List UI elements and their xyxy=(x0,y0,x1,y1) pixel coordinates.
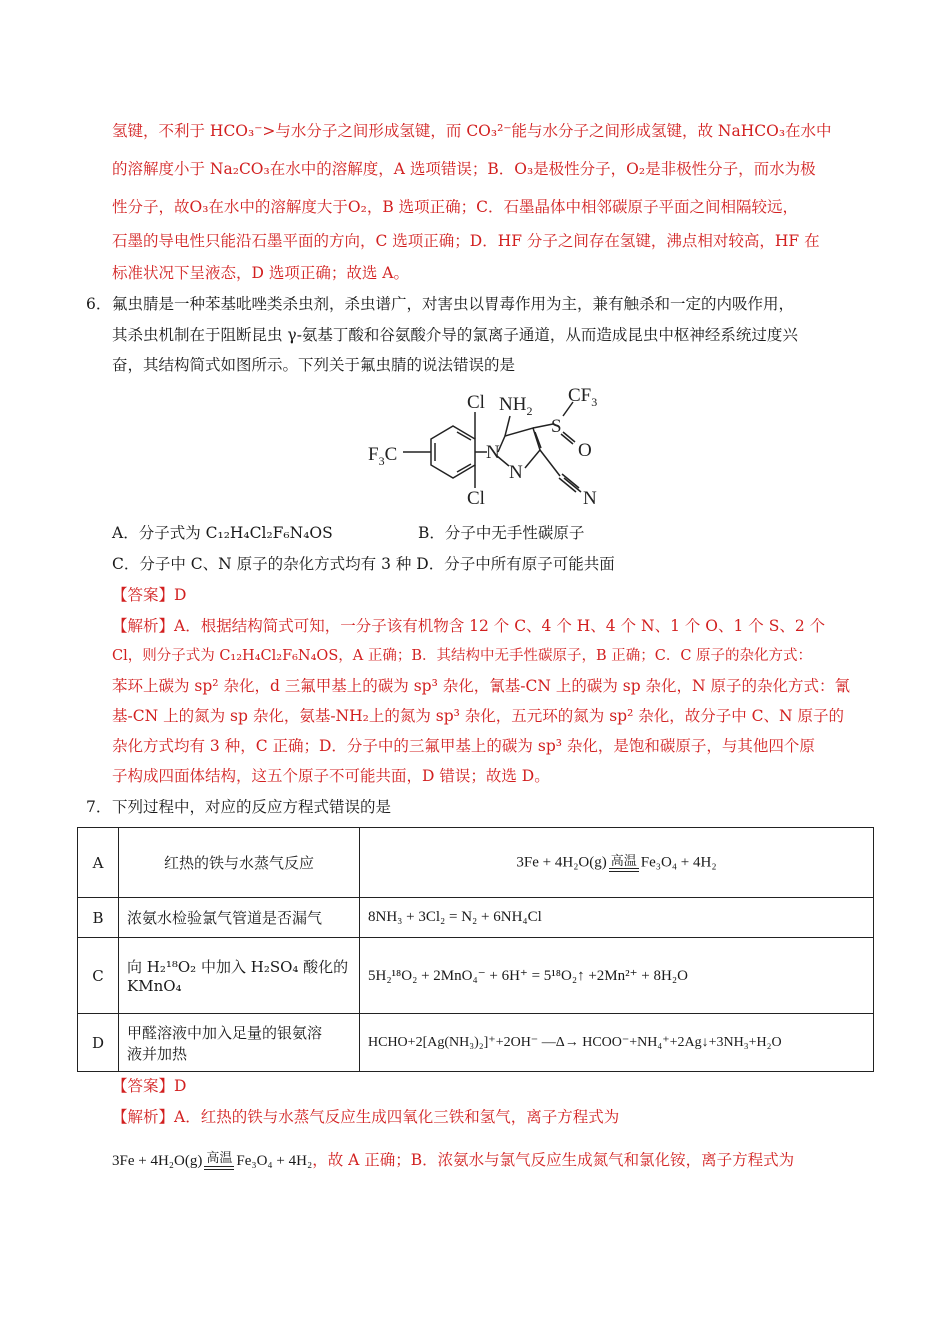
question-stem-line: 其杀虫机制在于阻断昆虫 γ-氨基丁酸和谷氨酸介导的氯离子通道，从而造成昆虫中枢神经系统过度兴 xyxy=(112,326,798,344)
svg-text:NH2: $NH_2$ xyxy=(499,394,533,418)
explanation-line: 【解析】A．根据结构简式可知，一分子该有机物含 12 个 C、4 个 H、4 个 N、1 个 O、1 个 S、2 个 xyxy=(112,617,826,635)
option-a: A．分子式为 C₁₂H₄Cl₂F₆N₄OS xyxy=(112,524,333,542)
question-stem-line: 氟虫腈是一种苯基吡唑类杀虫剂，杀虫谱广，对害虫以胃毒作用为主，兼有触杀和一定的内吸作用， xyxy=(112,295,795,313)
row-description: 向 H₂¹⁸O₂ 中加入 H₂SO₄ 酸化的 KMnO₄ xyxy=(119,938,360,1014)
explanation-line: 【解析】A．红热的铁与水蒸气反应生成四氧化三铁和氢气，离子方程式为 xyxy=(112,1108,620,1126)
answer: 【答案】D xyxy=(112,1077,187,1095)
row-description: 甲醛溶液中加入足量的银氨溶 液并加热 xyxy=(119,1014,360,1072)
explanation-line: 的溶解度小于 Na₂CO₃在水中的溶解度，A 选项错误；B．O₃是极性分子，O₂是非极性分子，而水为极 xyxy=(112,160,816,178)
options-table xyxy=(77,827,874,1072)
question-stem-line: 奋，其结构简式如图所示。下列关于氟虫腈的说法错误的是 xyxy=(112,356,516,374)
svg-text:O: O xyxy=(578,440,592,461)
explanation-line: 性分子，故O₃在水中的溶解度大于O₂，B 选项正确；C．石墨晶体中相邻碳原子平面之间相隔较远， xyxy=(112,198,799,216)
row-equation: 3Fe + 4H₂O(g) 高温 Fe₃O₄ + 4H₂ xyxy=(360,828,874,898)
row-description: 浓氨水检验氯气管道是否漏气 xyxy=(119,898,360,938)
svg-text:N: N xyxy=(486,442,500,463)
structural-formula xyxy=(365,388,615,513)
question-number: 7． xyxy=(86,798,112,816)
row-equation: 8NH₃ + 3Cl₂ = N₂ + 6NH₄Cl xyxy=(360,898,874,938)
svg-text:N: N xyxy=(583,488,597,509)
cl-label: Cl xyxy=(467,392,485,413)
explanation-line: Cl，则分子式为 C₁₂H₄Cl₂F₆N₄OS，A 正确；B．其结构中无手性碳原子，B 正确；C．C 原子的杂化方式： xyxy=(112,648,813,664)
svg-text:CF3: $CF_3$ xyxy=(568,388,598,409)
question-number: 6． xyxy=(86,295,112,313)
table-row xyxy=(78,1014,874,1072)
row-label: D xyxy=(78,1014,119,1072)
explanation-line: 石墨的导电性只能沿石墨平面的方向，C 选项正确；D．HF 分子之间存在氢键，沸点相对较高，HF 在 xyxy=(112,232,820,250)
svg-text:N: N xyxy=(509,462,523,483)
explanation-line: 子构成四面体结构，这五个原子不可能共面，D 错误；故选 D。 xyxy=(112,767,550,785)
svg-text:F3C: $F_3C$ xyxy=(368,444,398,468)
explanation-line: 苯环上碳为 sp² 杂化，d 三氟甲基上的碳为 sp³ 杂化，氰基-CN 上的碳为 sp 杂化，N 原子的杂化方式：氰 xyxy=(112,677,851,695)
row-description: 红热的铁与水蒸气反应 xyxy=(119,828,360,898)
question-stem: 下列过程中，对应的反应方程式错误的是 xyxy=(112,798,392,816)
table-row xyxy=(78,938,874,1014)
row-label: B xyxy=(78,898,119,938)
table-row xyxy=(78,898,874,938)
explanation-line: 基-CN 上的氮为 sp 杂化，氨基-NH₂上的氮为 sp³ 杂化，五元环的氮为 sp² 杂化，故分子中 C、N 原子的 xyxy=(112,707,845,725)
row-equation: HCHO+2[Ag(NH₃)₂]⁺+2OH⁻ —Δ→ HCOO⁻+NH₄⁺+2Ag↓+3NH₃+H₂O xyxy=(360,1014,874,1072)
option-b: B．分子中无手性碳原子 xyxy=(418,524,585,542)
svg-text:S: S xyxy=(551,416,562,437)
explanation-line: 杂化方式均有 3 种，C 正确；D．分子中的三氟甲基上的碳为 sp³ 杂化，是饱和碳原子，与其他四个原 xyxy=(112,737,815,755)
row-equation: 5H₂¹⁸O₂ + 2MnO₄⁻ + 6H⁺ = 5¹⁸O₂↑ +2Mn²⁺ + 8H₂O xyxy=(360,938,874,1014)
explanation-line: 标准状况下呈液态，D 选项正确；故选 A。 xyxy=(112,264,409,282)
explanation-line: 氢键，不利于 HCO₃⁻>与水分子之间形成氢键，而 CO₃²⁻能与水分子之间形成氢键，故 NaHCO₃在水中 xyxy=(112,122,832,140)
option-c-d: C．分子中 C、N 原子的杂化方式均有 3 种 D．分子中所有原子可能共面 xyxy=(112,555,615,573)
row-label: A xyxy=(78,828,119,898)
explanation-equation-line: 3Fe + 4H₂O(g) 高温 Fe₃O₄ + 4H₂，故 A 正确；B．浓氨水与氯气反应生成氮气和氯化铵，离子方程式为 xyxy=(112,1151,795,1169)
row-label: C xyxy=(78,938,119,1014)
table-row xyxy=(78,828,874,898)
svg-text:Cl: Cl xyxy=(467,488,485,509)
answer: 【答案】D xyxy=(112,586,187,604)
